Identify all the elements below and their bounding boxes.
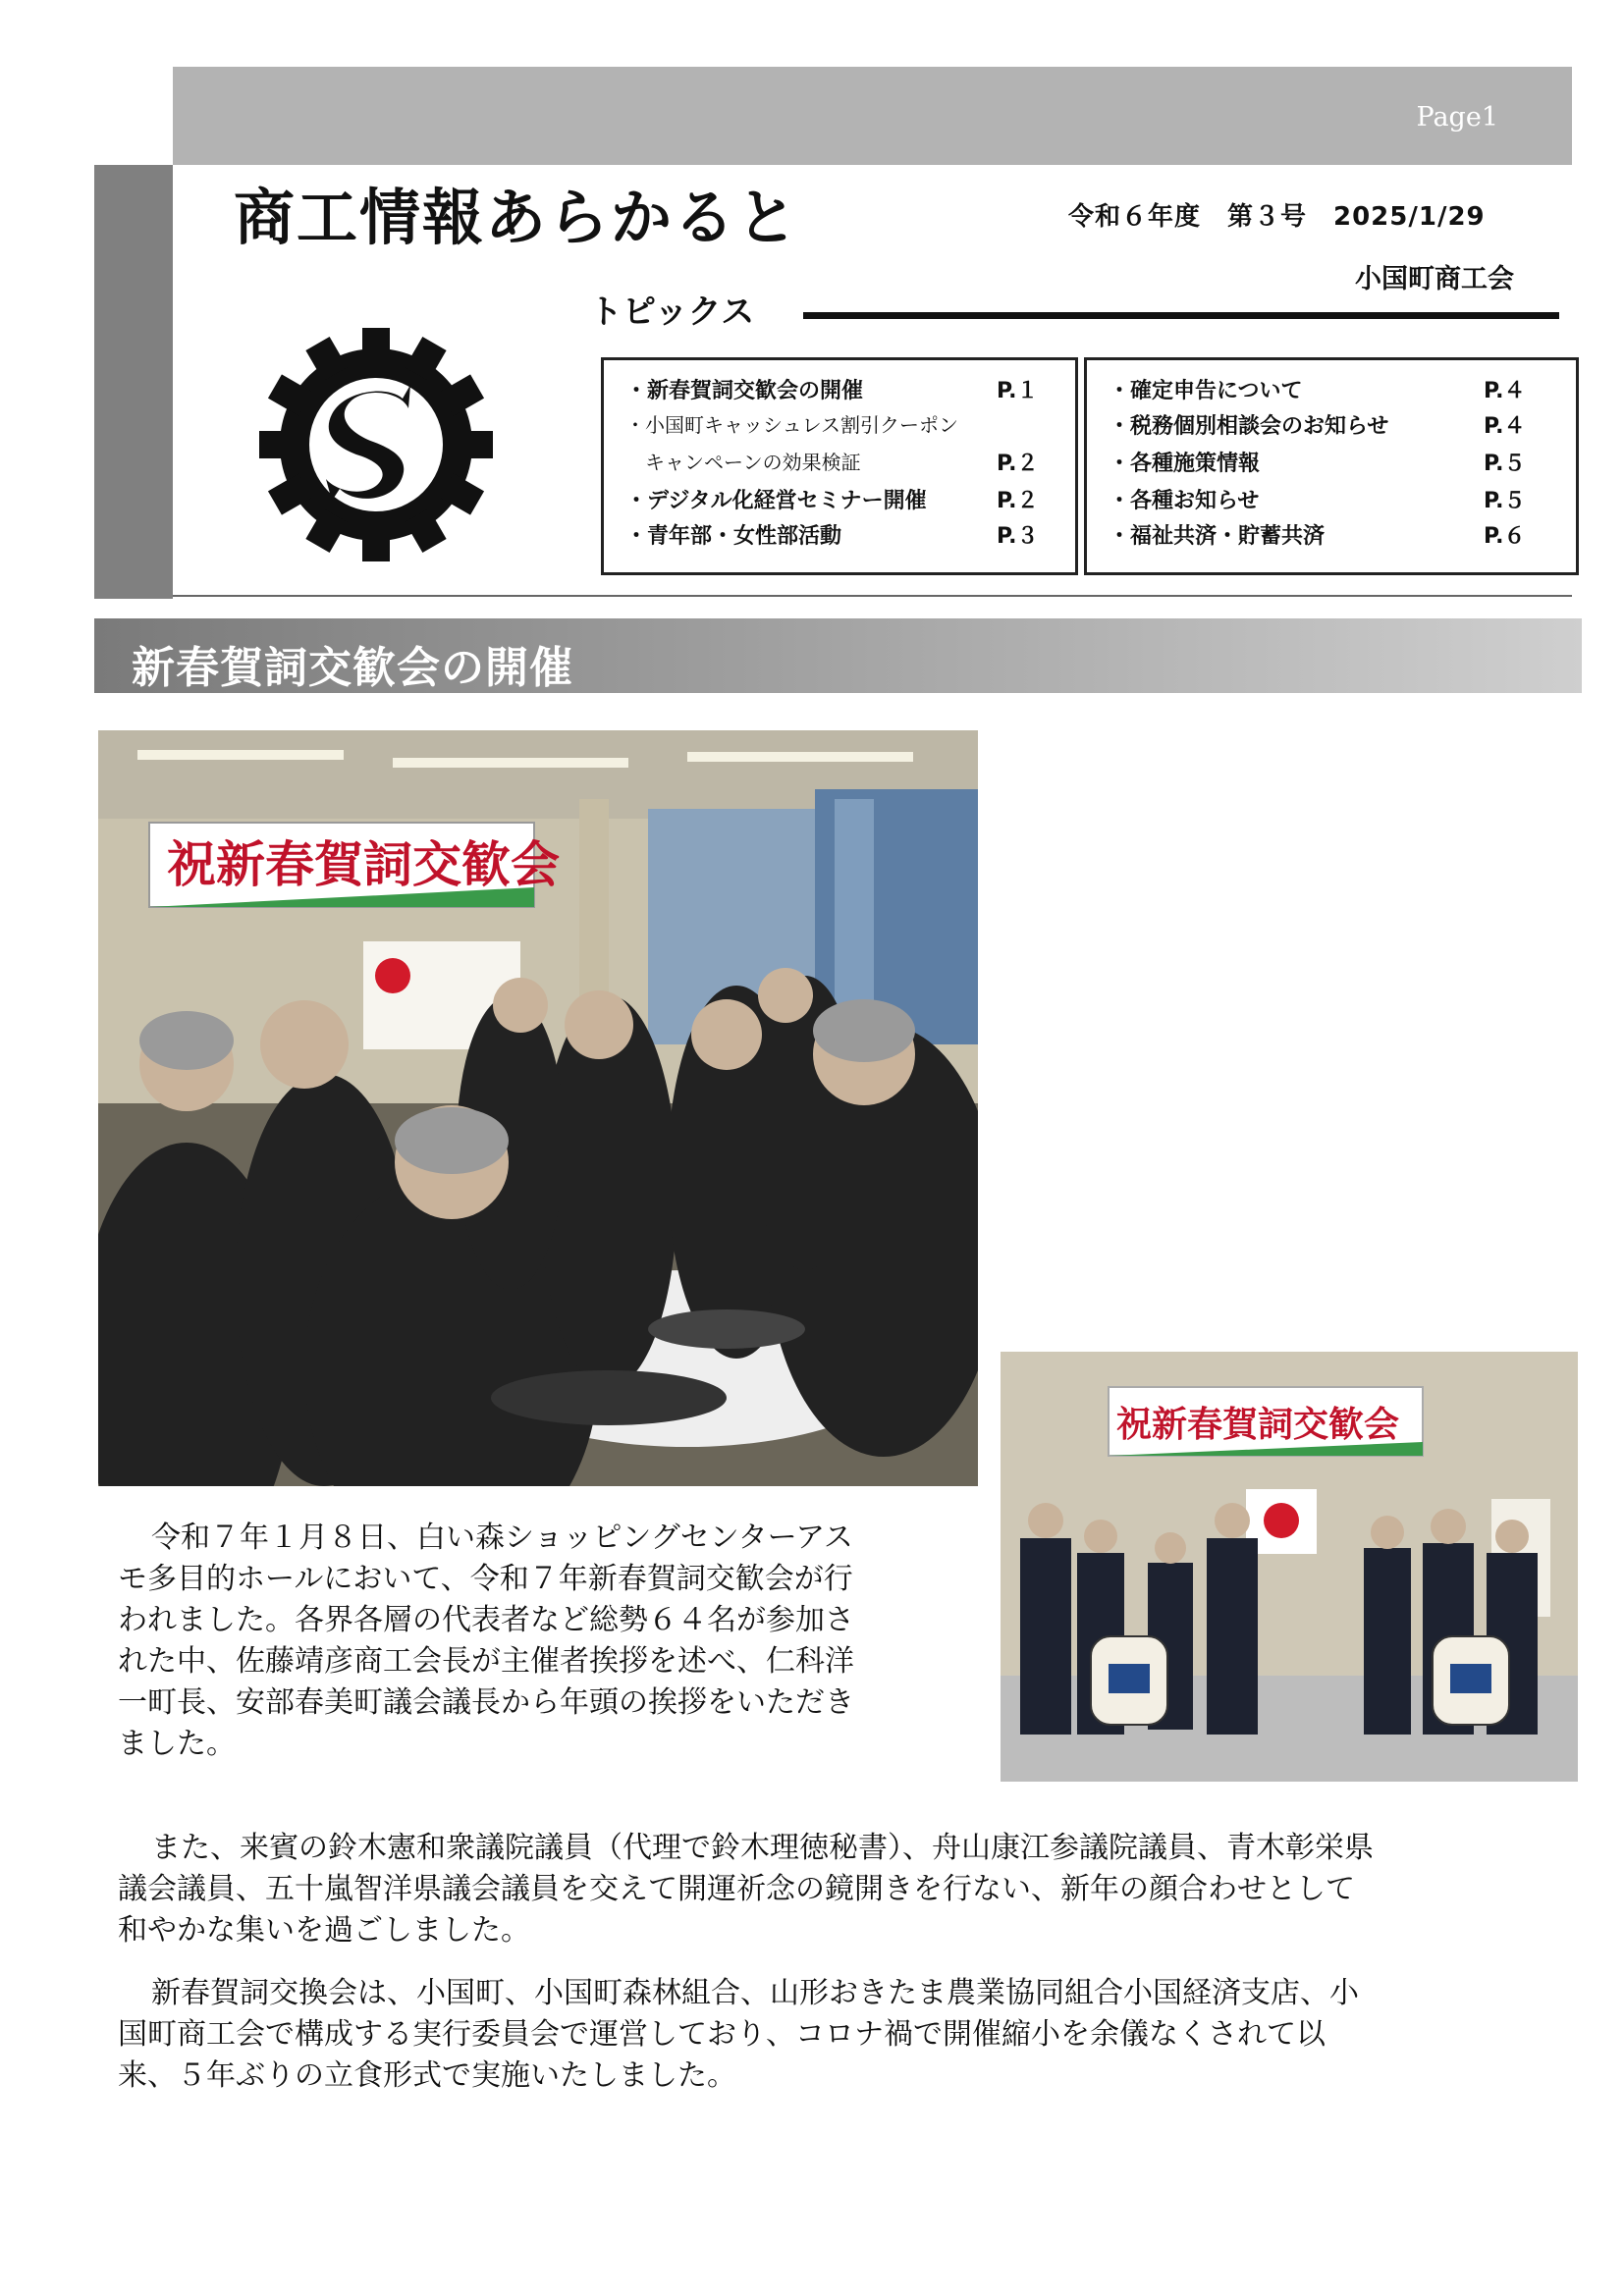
- text-line: 新春賀詞交換会は、小国町、小国町森林組合、山形おきたま農業協同組合小国経済支店、小: [151, 1976, 1359, 2010]
- left-accent-bar: [94, 165, 173, 599]
- topic-page: P.４: [1484, 414, 1526, 439]
- ceremony-photo: [1001, 1352, 1578, 1782]
- page-number: Page1: [1416, 102, 1498, 133]
- topic-page: P.２: [997, 452, 1039, 476]
- topic-page: P.５: [1484, 452, 1526, 476]
- topic-page: P.４: [1484, 379, 1526, 403]
- text-line: モ多目的ホールにおいて、令和７年新春賀詞交歓会が行: [118, 1562, 853, 1596]
- text-line: 来、５年ぶりの立食形式で実施いたしました。: [118, 2058, 736, 2093]
- text-line: 一町長、安部春美町議会議長から年頭の挨拶をいただき: [118, 1685, 854, 1720]
- topic-item[interactable]: キャンペーンの効果検証: [625, 451, 861, 474]
- topic-item[interactable]: ・小国町キャッシュレス割引クーポン: [625, 413, 958, 437]
- topics-box-right: [1084, 357, 1579, 575]
- article-paragraph-3: [118, 1973, 1571, 2097]
- article-paragraph-1: [118, 1518, 972, 1765]
- banner-text: 祝新春賀詞交歓会: [1116, 1404, 1400, 1445]
- topics-rule: [803, 312, 1559, 319]
- topic-item[interactable]: ・税務個別相談会のお知らせ: [1109, 414, 1389, 439]
- topic-item[interactable]: ・新春賀詞交歓会の開催: [625, 379, 864, 403]
- topic-item[interactable]: ・デジタル化経営セミナー開催: [625, 489, 927, 513]
- header-divider: [173, 595, 1572, 597]
- text-line: 議会議員、五十嵐智洋県議会議員を交えて開運祈念の鏡開きを行ない、新年の顔合わせとして: [118, 1872, 1355, 1906]
- section-title: 新春賀詞交歓会の開催: [132, 643, 573, 693]
- text-line: また、来賓の鈴木憲和衆議院議員（代理で鈴木理徳秘書）、舟山康江参議院議員、青木彰栄県: [151, 1831, 1374, 1865]
- header-band: [173, 67, 1572, 165]
- chamber-logo-icon: [253, 322, 499, 567]
- topic-item[interactable]: ・福祉共済・貯蓄共済: [1109, 524, 1326, 549]
- text-line: 和やかな集いを過ごしました。: [118, 1913, 530, 1948]
- text-line: 国町商工会で構成する実行委員会で運営しており、コロナ禍で開催縮小を余儀なくされて以: [118, 2017, 1326, 2052]
- topic-page: P.１: [997, 379, 1039, 403]
- text-line: 令和７年１月８日、白い森ショッピングセンターアス: [151, 1521, 853, 1555]
- topic-item[interactable]: ・各種お知らせ: [1109, 489, 1260, 513]
- topic-page: P.５: [1484, 489, 1526, 513]
- article-paragraph-2: [118, 1828, 1571, 1951]
- text-line: ました。: [118, 1727, 236, 1761]
- topic-item[interactable]: ・確定申告について: [1109, 379, 1303, 403]
- issue-info: 令和６年度 第３号 2025/1/29: [1068, 202, 1486, 232]
- topic-item[interactable]: ・青年部・女性部活動: [625, 524, 842, 549]
- gear-tooth: [362, 526, 390, 561]
- gear-tooth: [458, 431, 493, 458]
- topic-page: P.３: [997, 524, 1039, 549]
- organization-name: 小国町商工会: [1355, 264, 1514, 294]
- text-line: れた中、佐藤靖彦商工会長が主催者挨拶を述べ、仁科洋: [118, 1644, 854, 1679]
- party-photo: [98, 730, 978, 1486]
- topic-item[interactable]: ・各種施策情報: [1109, 452, 1261, 476]
- topic-page: P.６: [1484, 524, 1526, 549]
- topics-heading: トピックス: [589, 293, 755, 332]
- topics-box-left: [601, 357, 1078, 575]
- newsletter-title: 商工情報あらかると: [234, 182, 800, 253]
- topic-page: P.２: [997, 489, 1039, 513]
- banner-text: 祝新春賀詞交歓会: [167, 835, 560, 893]
- text-line: われました。各界各層の代表者など総勢６４名が参加さ: [118, 1603, 854, 1637]
- gear-tooth: [362, 328, 390, 363]
- gear-tooth: [259, 431, 295, 458]
